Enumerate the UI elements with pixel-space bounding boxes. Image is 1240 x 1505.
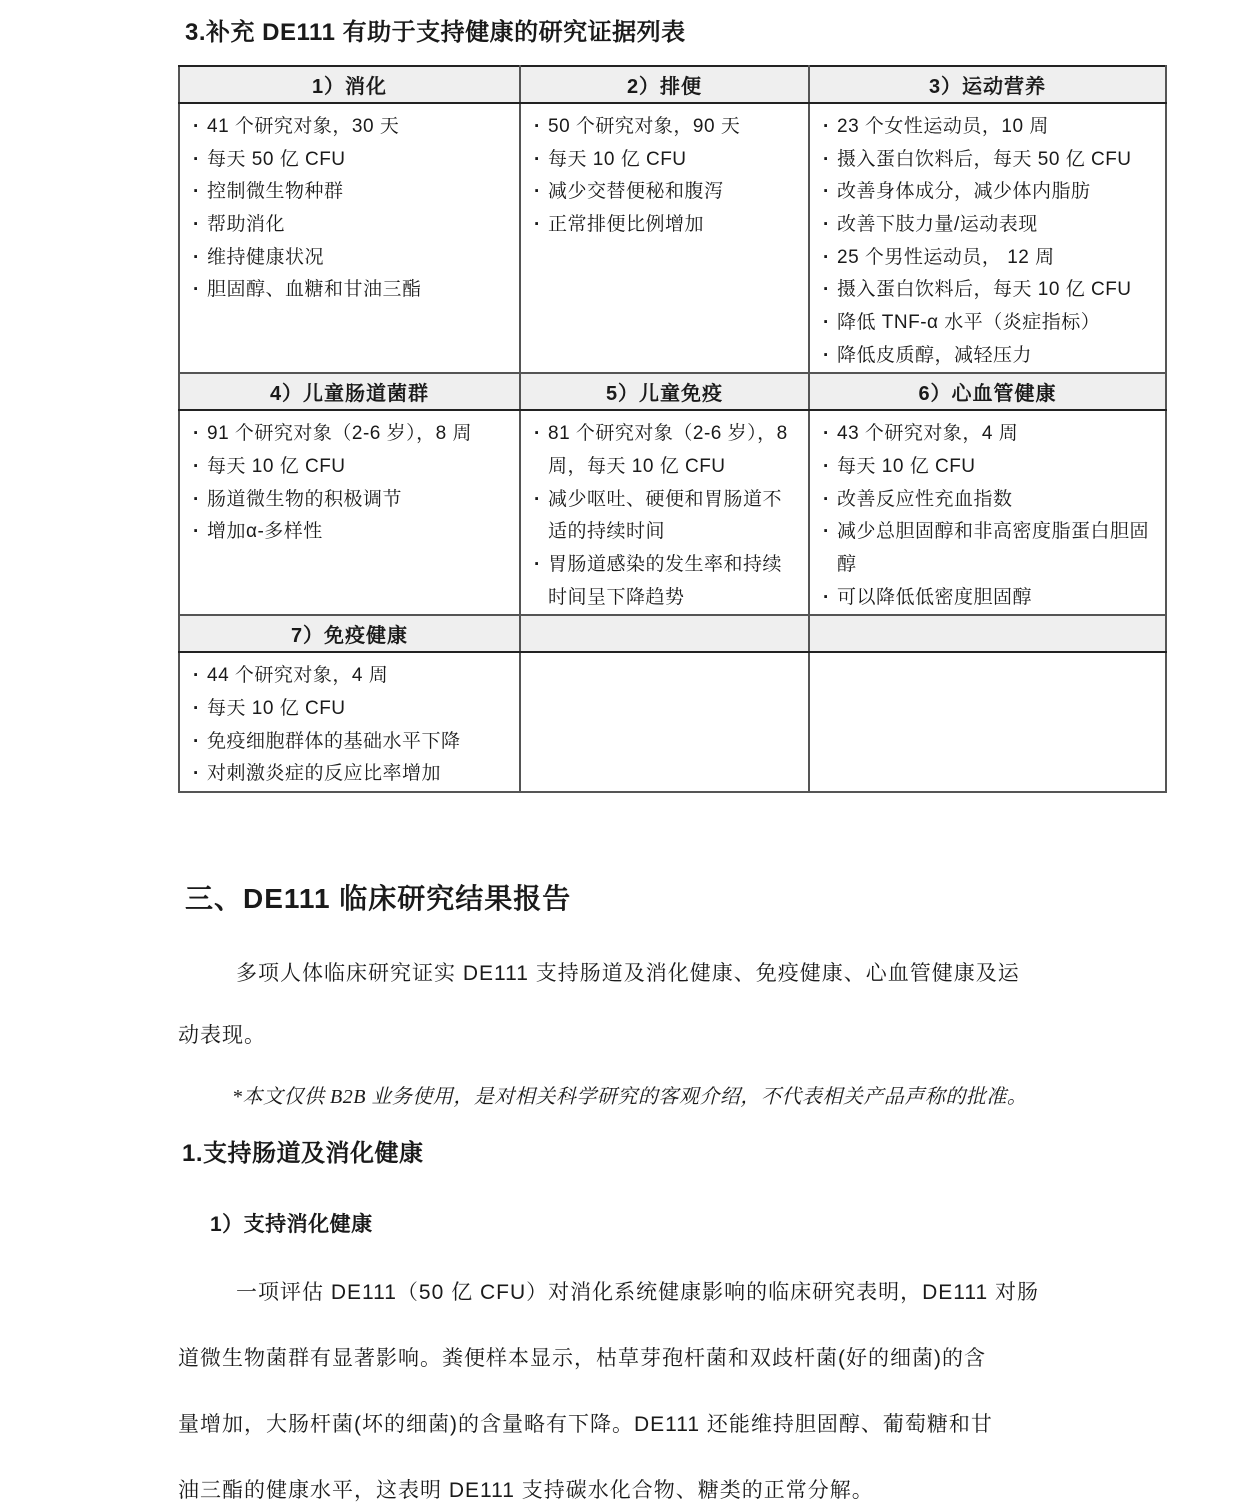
bullet-item: · 肠道微生物的积极调节 <box>190 484 511 517</box>
bullet-list <box>820 111 1157 372</box>
bullet-item: · 增加α-多样性 <box>190 516 511 549</box>
bullet-item: · 每天 50 亿 CFU <box>190 144 511 177</box>
body-paragraph-line: 一项评估 DE111（50 亿 CFU）对消化系统健康影响的临床研究表明，DE111 对肠 <box>236 1280 1040 1304</box>
bullet-item: · 免疫细胞群体的基础水平下降 <box>190 726 511 759</box>
table-cell-immune-health <box>179 652 520 792</box>
bullet-item: · 摄入蛋白饮料后，每天 10 亿 CFU <box>820 274 1157 307</box>
sub-subsection-heading: 1）支持消化健康 <box>210 1212 373 1236</box>
bullet-item: · 50 个研究对象，90 天 <box>531 111 800 144</box>
bullet-item: · 对刺激炎症的反应比率增加 <box>190 758 511 791</box>
bullet-item: · 帮助消化 <box>190 209 511 242</box>
bullet-item: · 44 个研究对象，4 周 <box>190 660 511 693</box>
bullet-item: · 胆固醇、血糖和甘油三酯 <box>190 274 511 307</box>
table-cell-sports-nutrition <box>809 103 1166 373</box>
bullet-item: · 维持健康状况 <box>190 242 511 275</box>
table-cell-child-gut <box>179 410 520 615</box>
column-header: 6）心血管健康 <box>809 373 1166 410</box>
table-cell-bowel <box>520 103 809 373</box>
intro-paragraph-line: 多项人体临床研究证实 DE111 支持肠道及消化健康、免疫健康、心血管健康及运 <box>236 962 1020 986</box>
table-cell-empty <box>809 652 1166 792</box>
bullet-item: · 减少总胆固醇和非高密度脂蛋白胆固醇 <box>820 516 1157 581</box>
bullet-item: · 91 个研究对象（2-6 岁），8 周 <box>190 418 511 451</box>
bullet-item: · 降低 TNF-α 水平（炎症指标） <box>820 307 1157 340</box>
column-header: 7）免疫健康 <box>179 615 520 652</box>
section-heading: 三、DE111 临床研究结果报告 <box>185 883 572 915</box>
column-header: 3）运动营养 <box>809 66 1166 103</box>
table-cell-cardio <box>809 410 1166 615</box>
bullet-item: · 每天 10 亿 CFU <box>190 451 511 484</box>
bullet-item: · 改善反应性充血指数 <box>820 484 1157 517</box>
bullet-item: · 25 个男性运动员， 12 周 <box>820 242 1157 275</box>
content-row-1 <box>179 103 1166 373</box>
bullet-item: · 每天 10 亿 CFU <box>531 144 800 177</box>
bullet-item: · 每天 10 亿 CFU <box>190 693 511 726</box>
bullet-item: · 减少呕吐、硬便和胃肠道不适的持续时间 <box>531 484 800 549</box>
header-row-3 <box>179 615 1166 652</box>
bullet-list <box>190 418 511 549</box>
bullet-item: · 81 个研究对象（2-6 岁），8 周，每天 10 亿 CFU <box>531 418 800 483</box>
body-paragraph-line: 量增加，大肠杆菌(坏的细菌)的含量略有下降。DE111 还能维持胆固醇、葡萄糖和甘 <box>178 1413 993 1437</box>
bullet-item: · 降低皮质醇，减轻压力 <box>820 340 1157 373</box>
bullet-item: · 减少交替便秘和腹泻 <box>531 176 800 209</box>
disclaimer-text: *本文仅供 B2B 业务使用，是对相关科学研究的客观介绍，不代表相关产品声称的批准。 <box>232 1085 1028 1108</box>
bullet-item: · 41 个研究对象，30 天 <box>190 111 511 144</box>
content-row-3 <box>179 652 1166 792</box>
table-cell-empty <box>520 652 809 792</box>
bullet-list <box>820 418 1157 614</box>
body-paragraph-line: 油三酯的健康水平，这表明 DE111 支持碳水化合物、糖类的正常分解。 <box>178 1479 874 1503</box>
bullet-item: · 23 个女性运动员，10 周 <box>820 111 1157 144</box>
content-row-2 <box>179 410 1166 615</box>
bullet-list <box>531 111 800 242</box>
column-header: 2）排便 <box>520 66 809 103</box>
evidence-table <box>178 65 1167 793</box>
bullet-item: · 改善下肢力量/运动表现 <box>820 209 1157 242</box>
column-header: 4）儿童肠道菌群 <box>179 373 520 410</box>
bullet-item: · 摄入蛋白饮料后，每天 50 亿 CFU <box>820 144 1157 177</box>
column-header: 5）儿童免疫 <box>520 373 809 410</box>
column-header-empty <box>809 615 1166 652</box>
bullet-list <box>190 111 511 307</box>
body-paragraph-line: 道微生物菌群有显著影响。粪便样本显示，枯草芽孢杆菌和双歧杆菌(好的细菌)的含 <box>178 1346 986 1370</box>
bullet-item: · 控制微生物种群 <box>190 176 511 209</box>
bullet-item: · 每天 10 亿 CFU <box>820 451 1157 484</box>
column-header-empty <box>520 615 809 652</box>
bullet-item: · 改善身体成分，减少体内脂肪 <box>820 176 1157 209</box>
bullet-list <box>531 418 800 614</box>
table-cell-child-immunity <box>520 410 809 615</box>
header-row-1 <box>179 66 1166 103</box>
table-section-title: 3.补充 DE111 有助于支持健康的研究证据列表 <box>185 19 686 46</box>
bullet-item: · 可以降低低密度胆固醇 <box>820 582 1157 615</box>
bullet-list <box>190 660 511 791</box>
bullet-item: · 胃肠道感染的发生率和持续时间呈下降趋势 <box>531 549 800 614</box>
header-row-2 <box>179 373 1166 410</box>
bullet-item: · 43 个研究对象，4 周 <box>820 418 1157 451</box>
bullet-item: · 正常排便比例增加 <box>531 209 800 242</box>
table-cell-digestion <box>179 103 520 373</box>
column-header: 1）消化 <box>179 66 520 103</box>
subsection-heading: 1.支持肠道及消化健康 <box>182 1139 424 1167</box>
document-page <box>0 12 1240 1503</box>
intro-paragraph-line: 动表现。 <box>178 1024 266 1048</box>
